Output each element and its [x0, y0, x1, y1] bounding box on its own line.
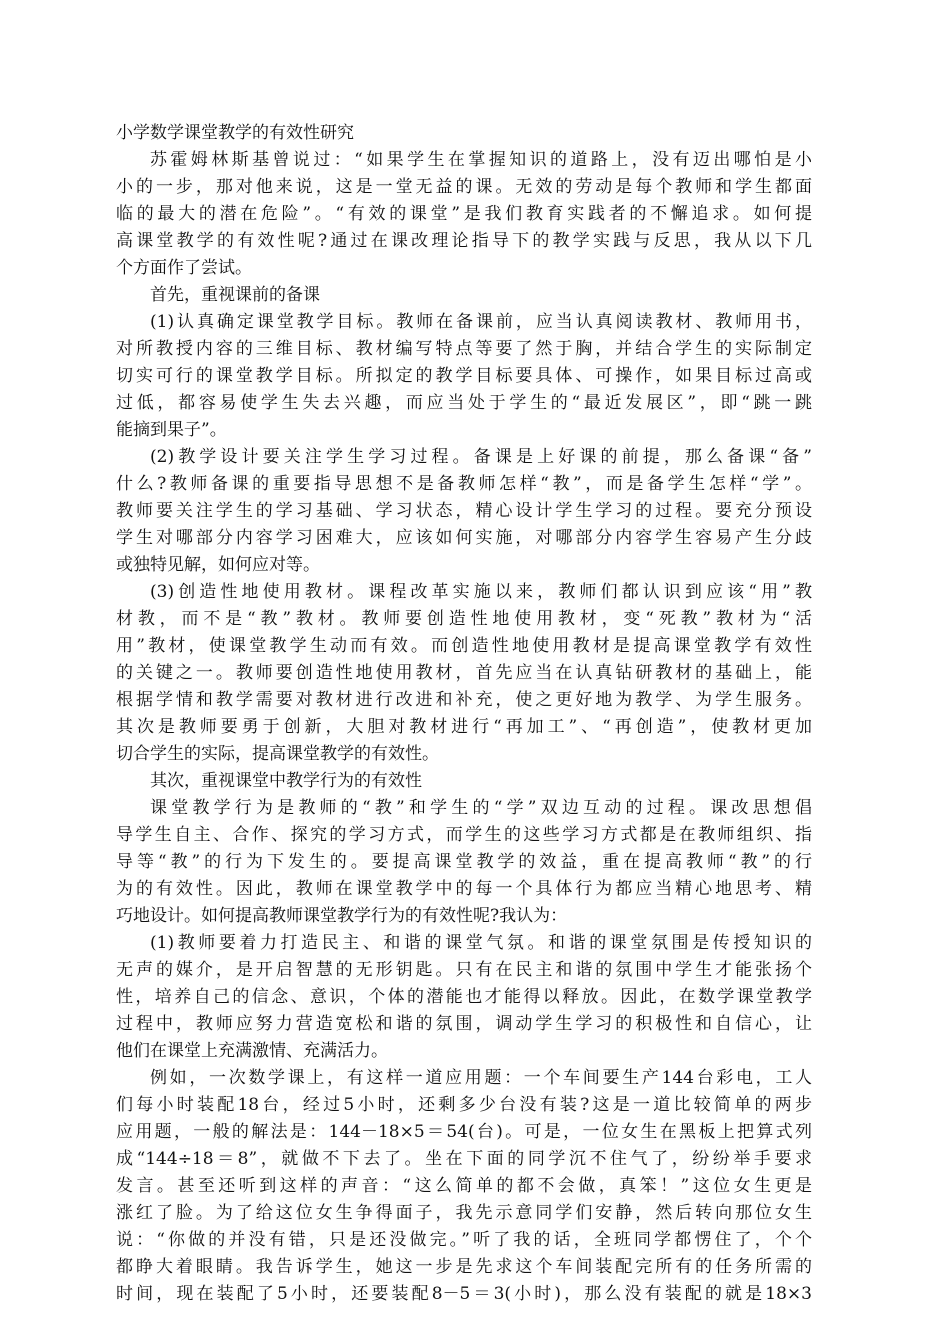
text-line: (1)认真确定课堂教学目标。教师在备课前，应当认真阅读教材、教师用书，	[150, 312, 812, 332]
text-line: 能摘到果子”。	[116, 420, 227, 440]
text-line: 材教，而不是“教”教材。教师要创造性地使用教材，变“死教”教材为“活	[116, 609, 812, 629]
text-line: 或独特见解，如何应对等。	[116, 555, 320, 575]
text-line: 都睁大着眼睛。我告诉学生，她这一步是先求这个车间装配完所有的任务所需的	[116, 1257, 812, 1277]
text-line: 巧地设计。如何提高教师课堂教学行为的有效性呢?我认为：	[116, 906, 568, 926]
text-line: 其次，重视课堂中教学行为的有效性	[150, 771, 422, 791]
text-line: 课堂教学行为是教师的“教”和学生的“学”双边互动的过程。课改思想倡	[150, 798, 812, 818]
text-line: 应用题，一般的解法是：144－18×5＝54(台)。可是，一位女生在黑板上把算式列	[116, 1122, 812, 1142]
text-line: (1)教师要着力打造民主、和谐的课堂气氛。和谐的课堂氛围是传授知识的	[150, 933, 812, 953]
text-line: 导学生自主、合作、探究的学习方式，而学生的这些学习方式都是在教师组织、指	[116, 825, 812, 845]
text-line: 其次是教师要勇于创新，大胆对教材进行“再加工”、“再创造”，使教材更加	[116, 717, 812, 737]
text-line: 们每小时装配18台，经过5小时，还剩多少台没有装?这是一道比较简单的两步	[116, 1095, 812, 1115]
text-line: 他们在课堂上充满激情、充满活力。	[116, 1041, 388, 1061]
text-line: 首先，重视课前的备课	[150, 285, 320, 305]
text-line: 无声的媒介，是开启智慧的无形钥匙。只有在民主和谐的氛围中学生才能张扬个	[116, 960, 812, 980]
text-line: 苏霍姆林斯基曾说过：“如果学生在掌握知识的道路上，没有迈出哪怕是小	[150, 150, 812, 170]
text-line: 例如，一次数学课上，有这样一道应用题：一个车间要生产144台彩电，工人	[150, 1068, 812, 1088]
text-line: 发言。甚至还听到这样的声音：“这么简单的都不会做，真笨！”这位女生更是	[116, 1176, 812, 1196]
document-body	[116, 120, 812, 1308]
text-line: 的关键之一。教师要创造性地使用教材，首先应当在认真钻研教材的基础上，能	[116, 663, 812, 683]
text-line: 说：“你做的并没有错，只是还没做完。”听了我的话，全班同学都愣住了，个个	[116, 1230, 812, 1250]
text-line: 什么?教师备课的重要指导思想不是备教师怎样“教”，而是备学生怎样“学”。	[116, 474, 812, 494]
text-line: 根据学情和教学需要对教材进行改进和补充，使之更好地为教学、为学生服务。	[116, 690, 812, 710]
text-line: 过低，都容易使学生失去兴趣，而应当处于学生的“最近发展区”，即“跳一跳	[116, 393, 812, 413]
text-line: 临的最大的潜在危险”。“有效的课堂”是我们教育实践者的不懈追求。如何提	[116, 204, 812, 224]
text-line: 教师要关注学生的学习基础、学习状态，精心设计学生学习的过程。要充分预设	[116, 501, 812, 521]
text-line: 性，培养自己的信念、意识，个体的潜能也才能得以释放。因此，在数学课堂教学	[116, 987, 812, 1007]
text-line: 用”教材，使课堂教学生动而有效。而创造性地使用教材是提高课堂教学有效性	[116, 636, 812, 656]
text-line: (3)创造性地使用教材。课程改革实施以来，教师们都认识到应该“用”教	[150, 582, 812, 602]
text-line: 高课堂教学的有效性呢?通过在课改理论指导下的教学实践与反思，我从以下几	[116, 231, 812, 251]
text-line: 为的有效性。因此，教师在课堂教学中的每一个具体行为都应当精心地思考、精	[116, 879, 812, 899]
text-line: 导等“教”的行为下发生的。要提高课堂教学的效益，重在提高教师“教”的行	[116, 852, 812, 872]
text-line: 过程中，教师应努力营造宽松和谐的氛围，调动学生学习的积极性和自信心，让	[116, 1014, 812, 1034]
text-line: 涨红了脸。为了给这位女生争得面子，我先示意同学们安静，然后转向那位女生	[116, 1203, 812, 1223]
text-line: 切实可行的课堂教学目标。所拟定的教学目标要具体、可操作，如果目标过高或	[116, 366, 812, 386]
text-line: 成“144÷18＝8”，就做不下去了。坐在下面的同学沉不住气了，纷纷举手要求	[116, 1149, 812, 1169]
document-title: 小学数学课堂教学的有效性研究	[116, 123, 354, 143]
text-line: 学生对哪部分内容学习困难大，应该如何实施，对哪部分内容学生容易产生分歧	[116, 528, 812, 548]
text-line: 切合学生的实际，提高课堂教学的有效性。	[116, 744, 439, 764]
text-line: (2)教学设计要关注学生学习过程。备课是上好课的前提，那么备课“备”	[150, 447, 812, 467]
text-line: 对所教授内容的三维目标、教材编写特点等要了然于胸，并结合学生的实际制定	[116, 339, 812, 359]
text-line: 个方面作了尝试。	[116, 258, 252, 278]
text-line: 小的一步，那对他来说，这是一堂无益的课。无效的劳动是每个教师和学生都面	[116, 177, 812, 197]
text-line: 时间，现在装配了5小时，还要装配8－5＝3(小时)，那么没有装配的就是18×3	[116, 1284, 812, 1304]
